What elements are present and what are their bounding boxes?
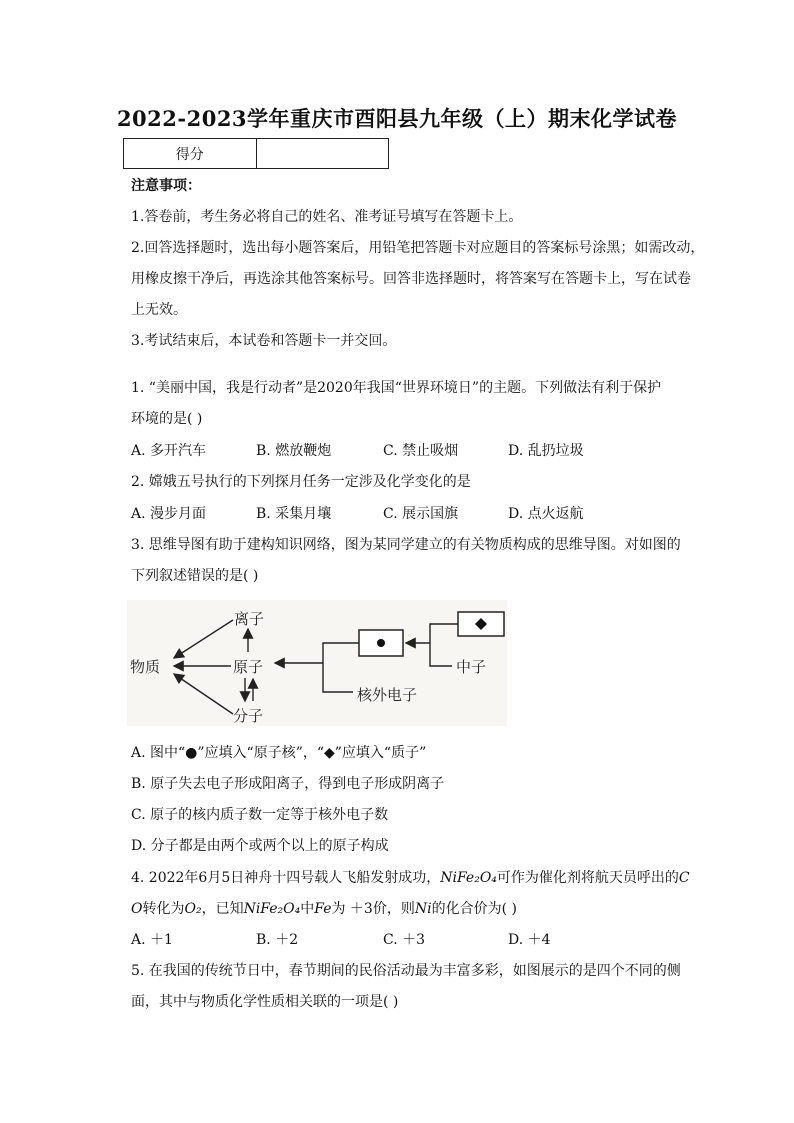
question-1-stem: 1. “美丽中国，我是行动者”是2020年我国“世界环境日”的主题。下列做法有利于保护 (131, 380, 662, 396)
q4-text: ，已知 (201, 901, 244, 917)
q3-option-c: C. 原子的核内质子数一定等于核外电子数 (131, 807, 389, 823)
q4-text: 4. 2022年6月5日神舟十四号载人飞船发射成功， (131, 870, 441, 886)
notes-heading: 注意事项： (131, 178, 201, 194)
question-1-stem-cont: 环境的是( ) (131, 411, 203, 427)
question-5-stem: 5. 在我国的传统节日中，春节期间的民俗活动最为丰富多彩，如图展示的是四个不同的侧 (131, 963, 681, 979)
label-atom: 原子 (233, 658, 264, 676)
q4-formula: C (678, 870, 690, 886)
q4-option-d: D. ＋4 (508, 932, 551, 948)
q1-option-c: C. 禁止吸烟 (383, 443, 459, 459)
question-2-stem: 2. 嫦娥五号执行的下列探月任务一定涉及化学变化的是 (131, 474, 471, 490)
label-ion: 离子 (234, 610, 265, 628)
q4-text: 为 ＋3价，则 (331, 901, 415, 917)
question-4-stem (131, 868, 690, 888)
q4-text: 的化合价为( ) (431, 901, 517, 917)
note-line: 上无效。 (131, 302, 187, 318)
question-3-stem: 3. 思维导图有助于建构知识网络，图为某同学建立的有关物质构成的思维导图。对如图的 (131, 537, 681, 553)
q4-formula: NiFe₂O₄ (440, 870, 497, 886)
dot-icon (377, 639, 385, 647)
q4-text: 中 (300, 901, 315, 917)
q4-option-b: B. ＋2 (256, 932, 299, 948)
q2-option-a: A. 漫步月面 (131, 506, 207, 522)
score-table (123, 138, 389, 169)
label-molecule: 分子 (233, 707, 264, 725)
question-5-stem-cont: 面，其中与物质化学性质相关联的一项是( ) (131, 994, 399, 1010)
score-value (256, 139, 389, 168)
q4-text: 转化为 (142, 901, 185, 917)
q3-option-a: A. 图中“●”应填入“原子核”，“◆”应填入“质子” (131, 745, 427, 761)
q1-option-b: B. 燃放鞭炮 (256, 443, 332, 459)
question-4-stem-cont (131, 899, 517, 919)
q1-option-a: A. 多开汽车 (131, 443, 207, 459)
note-line: 用橡皮擦干净后，再选涂其他答案标号。回答非选择题时，将答案写在答题卡上，写在试卷 (131, 271, 691, 287)
q4-formula: O₂ (184, 901, 202, 917)
page-title: 2022-2023学年重庆市酉阳县九年级（上）期末化学试卷 (116, 106, 678, 131)
note-line: 3.考试结束后，本试卷和答题卡一并交回。 (131, 333, 397, 349)
q2-option-c: C. 展示国旗 (383, 506, 459, 522)
q2-option-d: D. 点火返航 (508, 506, 584, 522)
note-line: 2.回答选择题时，选出每小题答案后，用铅笔把答题卡对应题目的答案标号涂黑；如需改动， (131, 240, 705, 256)
q2-option-b: B. 采集月壤 (256, 506, 332, 522)
label-electron: 核外电子 (357, 686, 418, 704)
q4-formula: O (131, 901, 143, 917)
q4-text: 可作为催化剂将航天员呼出的 (496, 870, 679, 886)
question-3-stem-cont: 下列叙述错误的是( ) (131, 568, 259, 584)
q3-option-d: D. 分子都是由两个或两个以上的原子构成 (131, 838, 389, 854)
q4-formula: Fe (314, 901, 332, 917)
q4-formula: NiFe₂O₄ (243, 901, 301, 917)
q3-option-b: B. 原子失去电子形成阳离子，得到电子形成阴离子 (131, 776, 445, 792)
q1-option-d: D. 乱扔垃圾 (508, 443, 584, 459)
label-substance: 物质 (130, 658, 161, 676)
label-neutron: 中子 (456, 658, 487, 676)
score-label: 得分 (175, 146, 204, 163)
matter-concept-diagram (127, 600, 507, 726)
q4-formula: Ni (414, 901, 432, 917)
q4-option-a: A. ＋1 (131, 932, 173, 948)
note-line: 1.答卷前，考生务必将自己的姓名、准考证号填写在答题卡上。 (131, 209, 523, 225)
q4-option-c: C. ＋3 (383, 932, 426, 948)
